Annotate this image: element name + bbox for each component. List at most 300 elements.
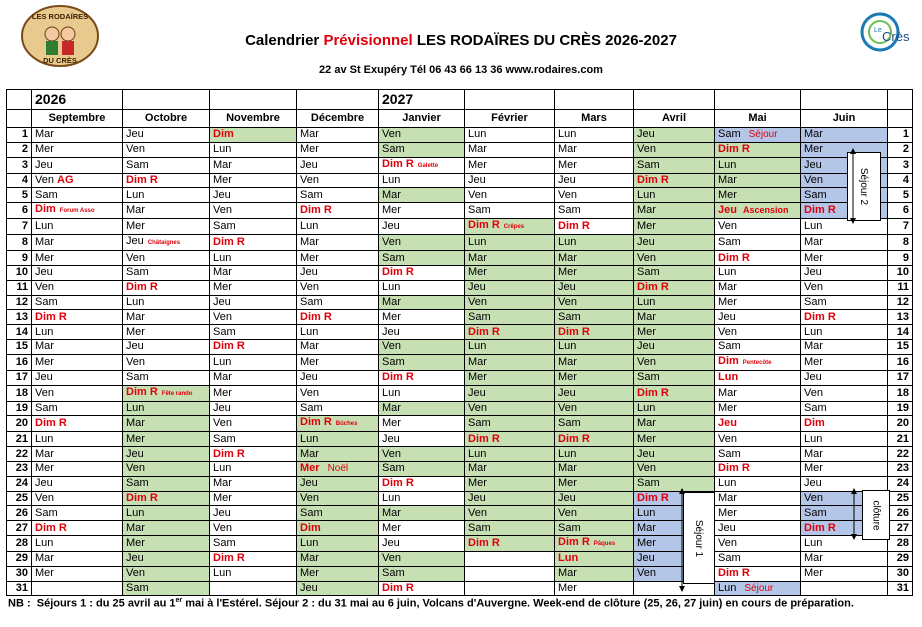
- calendar-row: [7, 447, 913, 462]
- day-number: 20: [888, 416, 913, 432]
- day-cell: Mer: [801, 251, 888, 266]
- day-cell: Jeu: [123, 447, 210, 462]
- day-number: 16: [7, 354, 32, 370]
- day-number: 19: [888, 401, 913, 416]
- day-number: 27: [888, 521, 913, 536]
- day-cell: Sam: [634, 370, 715, 385]
- day-cell: Mer: [465, 476, 555, 491]
- calendar-row: [7, 295, 913, 310]
- day-cell: Lun: [123, 188, 210, 203]
- day-cell: Dim R: [801, 521, 888, 536]
- day-cell: Ven: [715, 535, 801, 551]
- day-cell: Sam: [32, 506, 123, 521]
- day-cell: Jeu: [32, 370, 123, 385]
- day-cell: Dim R: [715, 251, 801, 266]
- day-cell: Ven: [801, 173, 888, 188]
- day-cell: Jeu: [379, 535, 465, 551]
- day-cell: Sam: [801, 506, 888, 521]
- day-cell: Dim R: [210, 551, 297, 566]
- logo-cres: Crès: [882, 29, 910, 44]
- month-header: Avril: [634, 110, 715, 128]
- day-cell: Sam: [801, 295, 888, 310]
- calendar-row: [7, 476, 913, 491]
- day-cell: Dim R: [379, 476, 465, 491]
- day-cell: Jeu: [801, 476, 888, 491]
- day-cell: Mar: [801, 339, 888, 354]
- day-cell: Mar: [123, 203, 210, 219]
- day-cell: Ven: [465, 188, 555, 203]
- day-cell: Lun: [715, 157, 801, 173]
- day-cell: Dim R: [634, 491, 715, 506]
- day-number: 11: [888, 280, 913, 295]
- day-cell: Sam: [379, 354, 465, 370]
- day-cell: Mar: [379, 401, 465, 416]
- day-number: 11: [7, 280, 32, 295]
- day-cell: Jeu: [210, 506, 297, 521]
- day-cell: Mar: [32, 235, 123, 251]
- day-cell: Mar: [555, 354, 634, 370]
- day-cell: Mer: [210, 491, 297, 506]
- day-cell: Mar: [32, 551, 123, 566]
- day-cell: Mer: [715, 401, 801, 416]
- day-cell: Mar: [123, 310, 210, 325]
- month-header: Février: [465, 110, 555, 128]
- day-cell: Ven: [801, 491, 888, 506]
- day-cell: Dim R: [715, 566, 801, 581]
- day-cell: Mer: [634, 535, 715, 551]
- day-cell: Sam: [297, 506, 379, 521]
- day-cell: Lun: [801, 432, 888, 447]
- day-cell: Sam: [715, 447, 801, 462]
- day-cell: Ven: [379, 235, 465, 251]
- day-cell: Ven: [123, 251, 210, 266]
- day-cell: Dim R: [379, 581, 465, 596]
- day-cell: Ven: [465, 401, 555, 416]
- logo-text-top: LES RODAÏRES: [31, 12, 89, 21]
- day-cell: Sam: [210, 432, 297, 447]
- day-cell: Ven: [465, 506, 555, 521]
- day-cell: Lun: [379, 385, 465, 401]
- day-cell: Mar: [465, 251, 555, 266]
- day-cell: Lun: [379, 491, 465, 506]
- calendar-row: [7, 280, 913, 295]
- day-cell: Dim R: [465, 432, 555, 447]
- day-cell: Lun: [801, 535, 888, 551]
- year-2026: 2026: [32, 90, 123, 110]
- day-cell: Mer: [123, 535, 210, 551]
- day-cell: Ven: [465, 295, 555, 310]
- day-cell: Mer: [379, 416, 465, 432]
- day-cell: Mar: [210, 157, 297, 173]
- day-number: 21: [888, 432, 913, 447]
- day-number: 15: [7, 339, 32, 354]
- day-cell: Lun: [210, 354, 297, 370]
- day-cell: Lun: [379, 173, 465, 188]
- calendar-row: [7, 235, 913, 251]
- day-cell: Jeu: [555, 385, 634, 401]
- day-cell: Dim R: [123, 173, 210, 188]
- day-cell: Mar: [32, 128, 123, 143]
- day-cell: Ven: [210, 203, 297, 219]
- cloture-arrow: [848, 488, 860, 540]
- day-cell: Ven: [634, 251, 715, 266]
- day-cell: Lun: [379, 280, 465, 295]
- calendar-row: [7, 325, 913, 340]
- day-number: 18: [7, 385, 32, 401]
- day-cell: Mar: [210, 265, 297, 280]
- day-cell: Ven: [555, 188, 634, 203]
- calendar-row: [7, 461, 913, 476]
- day-number: 8: [888, 235, 913, 251]
- day-cell: Mer: [297, 566, 379, 581]
- day-cell: Ven: [634, 142, 715, 157]
- day-cell: Sam: [379, 566, 465, 581]
- day-cell: Sam: [123, 157, 210, 173]
- day-cell: Mar: [715, 385, 801, 401]
- day-cell: Lun: [32, 432, 123, 447]
- day-cell: Mer: [801, 566, 888, 581]
- day-cell: Mar: [555, 251, 634, 266]
- day-cell: Mar: [715, 491, 801, 506]
- day-cell: Mer: [715, 506, 801, 521]
- day-number: 17: [888, 370, 913, 385]
- day-cell: Mer: [715, 295, 801, 310]
- day-number: 4: [7, 173, 32, 188]
- day-cell: Jeu: [555, 491, 634, 506]
- day-cell: Mer: [379, 521, 465, 536]
- day-cell: Dim: [210, 128, 297, 143]
- day-cell: Mar: [715, 280, 801, 295]
- day-cell: Dim Pentecôte: [715, 354, 801, 370]
- day-number: 29: [7, 551, 32, 566]
- day-cell: Lun Séjour: [715, 581, 801, 596]
- calendar-row: [7, 251, 913, 266]
- calendar-row: [7, 491, 913, 506]
- day-number: 31: [7, 581, 32, 596]
- day-cell: Mer: [555, 476, 634, 491]
- day-cell: Jeu: [210, 295, 297, 310]
- day-cell: Mer Noël: [297, 461, 379, 476]
- day-cell: Sam: [465, 521, 555, 536]
- day-number: 18: [888, 385, 913, 401]
- day-cell: Sam Séjour: [715, 128, 801, 143]
- day-cell: Mar: [465, 142, 555, 157]
- day-cell: Dim R: [210, 235, 297, 251]
- day-cell: Sam: [634, 157, 715, 173]
- day-number: 21: [7, 432, 32, 447]
- day-cell: Mar: [379, 188, 465, 203]
- day-cell: Ven: [801, 280, 888, 295]
- day-cell: Dim R: [32, 310, 123, 325]
- day-cell: Jeu: [297, 581, 379, 596]
- day-cell: Dim R: [555, 325, 634, 340]
- day-cell: Lun: [123, 506, 210, 521]
- day-number: 19: [7, 401, 32, 416]
- day-cell: Mer: [465, 370, 555, 385]
- day-cell: Lun: [634, 295, 715, 310]
- calendar-row: [7, 432, 913, 447]
- day-cell: Jeu Ascension: [715, 203, 801, 219]
- day-cell: Mer: [634, 325, 715, 340]
- day-cell: Lun: [555, 447, 634, 462]
- day-cell: Ven: [715, 219, 801, 235]
- day-cell: Jeu: [297, 157, 379, 173]
- day-cell: Mar: [801, 447, 888, 462]
- day-cell: Mer: [465, 265, 555, 280]
- day-cell: Ven: [32, 491, 123, 506]
- day-cell: Lun: [123, 401, 210, 416]
- day-cell: Mar: [210, 370, 297, 385]
- day-number: 20: [7, 416, 32, 432]
- day-cell: Ven: [32, 280, 123, 295]
- day-cell: Jeu: [634, 339, 715, 354]
- day-cell: Lun: [555, 551, 634, 566]
- day-number: 10: [888, 265, 913, 280]
- day-cell: Sam: [555, 416, 634, 432]
- month-header: Octobre: [123, 110, 210, 128]
- day-cell: Mar: [123, 416, 210, 432]
- day-cell: Mar: [297, 447, 379, 462]
- day-cell: Jeu: [465, 280, 555, 295]
- day-cell: Lun: [32, 325, 123, 340]
- day-cell: Jeu: [801, 157, 888, 173]
- day-cell: Jeu: [123, 551, 210, 566]
- day-cell: Sam: [555, 521, 634, 536]
- day-number: 14: [888, 325, 913, 340]
- day-cell: Dim R Pâques: [555, 535, 634, 551]
- day-cell: Jeu: [465, 385, 555, 401]
- day-cell: Dim: [801, 416, 888, 432]
- day-cell: Lun: [210, 251, 297, 266]
- logo-text-bottom: DU CRÈS: [43, 56, 77, 65]
- day-cell: Dim R: [801, 203, 888, 219]
- day-number: 6: [888, 203, 913, 219]
- day-cell: Lun: [210, 142, 297, 157]
- day-cell: Jeu: [123, 128, 210, 143]
- month-header: Mai: [715, 110, 801, 128]
- day-cell: Dim R: [555, 432, 634, 447]
- day-cell: Dim R: [801, 310, 888, 325]
- day-cell: Mar: [297, 551, 379, 566]
- calendar-row: [7, 265, 913, 280]
- day-cell: Mer: [555, 265, 634, 280]
- day-cell: Jeu: [32, 157, 123, 173]
- day-cell: Lun: [801, 219, 888, 235]
- day-number: 13: [888, 310, 913, 325]
- day-cell: Jeu: [634, 128, 715, 143]
- calendar-row: [7, 203, 913, 219]
- calendar-row: [7, 157, 913, 173]
- day-cell: Mar: [801, 551, 888, 566]
- day-number: 3: [7, 157, 32, 173]
- day-cell: Mer: [210, 385, 297, 401]
- calendar-row: [7, 551, 913, 566]
- day-number: 12: [7, 295, 32, 310]
- contact-line: 22 av St Exupéry Tél 06 43 66 13 36 www.rodaires.com: [319, 64, 603, 76]
- day-cell: Jeu: [555, 173, 634, 188]
- day-cell: Dim R: [715, 142, 801, 157]
- day-cell: Lun: [555, 235, 634, 251]
- day-cell: Lun: [555, 128, 634, 143]
- day-cell: Jeu: [555, 280, 634, 295]
- day-cell: Dim R: [379, 370, 465, 385]
- day-number: 27: [7, 521, 32, 536]
- day-cell: Mer: [634, 219, 715, 235]
- day-cell: Ven: [210, 521, 297, 536]
- day-cell: Mar: [32, 447, 123, 462]
- day-cell: Mer: [32, 251, 123, 266]
- day-cell: Lun: [297, 535, 379, 551]
- day-cell: Jeu: [801, 370, 888, 385]
- day-cell: Lun: [465, 339, 555, 354]
- day-cell: Mar: [379, 506, 465, 521]
- day-cell: Dim R: [210, 447, 297, 462]
- month-header: Septembre: [32, 110, 123, 128]
- day-cell: Jeu: [634, 551, 715, 566]
- day-cell: Mer: [379, 310, 465, 325]
- day-number: 23: [7, 461, 32, 476]
- day-cell: Sam: [555, 310, 634, 325]
- day-cell: Mar: [32, 339, 123, 354]
- day-cell: Mar: [555, 566, 634, 581]
- day-number: 2: [888, 142, 913, 157]
- day-number: 12: [888, 295, 913, 310]
- day-cell: Mar: [634, 521, 715, 536]
- day-cell: Mar: [634, 203, 715, 219]
- day-number: 9: [888, 251, 913, 266]
- day-number: 30: [888, 566, 913, 581]
- day-cell: Dim Forum Asso: [32, 203, 123, 219]
- day-cell: Jeu: [210, 188, 297, 203]
- sejour-2-arrow: [847, 148, 879, 224]
- day-number: 28: [888, 535, 913, 551]
- calendar-row: [7, 566, 913, 581]
- day-cell: Ven: [555, 401, 634, 416]
- day-cell: Dim R: [32, 521, 123, 536]
- day-cell: Sam: [123, 476, 210, 491]
- day-cell: Lun: [297, 219, 379, 235]
- day-number: 31: [888, 581, 913, 596]
- day-cell: Jeu: [379, 432, 465, 447]
- day-cell: [465, 551, 555, 566]
- day-cell: Ven: [297, 385, 379, 401]
- calendar-row: [7, 173, 913, 188]
- calendar-row: [7, 128, 913, 143]
- day-cell: Lun: [634, 401, 715, 416]
- day-cell: Mar: [555, 142, 634, 157]
- day-cell: Dim R: [32, 416, 123, 432]
- day-cell: Mer: [210, 173, 297, 188]
- day-cell: Sam: [555, 203, 634, 219]
- day-cell: Mar: [555, 461, 634, 476]
- day-cell: Lun: [32, 219, 123, 235]
- day-cell: Sam: [715, 551, 801, 566]
- day-cell: Sam: [715, 235, 801, 251]
- day-number: 24: [7, 476, 32, 491]
- day-cell: Dim R: [379, 265, 465, 280]
- day-number: 25: [7, 491, 32, 506]
- day-number: 10: [7, 265, 32, 280]
- day-cell: Mar: [801, 235, 888, 251]
- day-cell: Ven: [715, 325, 801, 340]
- day-cell: Ven: [379, 128, 465, 143]
- calendar-row: [7, 354, 913, 370]
- day-cell: Jeu Châtaignes: [123, 235, 210, 251]
- day-number: 25: [888, 491, 913, 506]
- day-cell: Sam: [297, 188, 379, 203]
- day-cell: Lun: [297, 432, 379, 447]
- day-cell: Sam: [465, 416, 555, 432]
- day-cell: Ven: [634, 354, 715, 370]
- day-number: 1: [7, 128, 32, 143]
- day-cell: Ven: [379, 339, 465, 354]
- day-number: 30: [7, 566, 32, 581]
- day-cell: Ven: [715, 432, 801, 447]
- day-cell: Lun: [634, 506, 715, 521]
- day-cell: Ven: [555, 506, 634, 521]
- day-cell: Jeu: [634, 447, 715, 462]
- day-number: 5: [888, 188, 913, 203]
- day-cell: Mer: [801, 142, 888, 157]
- day-cell: Sam: [123, 265, 210, 280]
- day-cell: Sam: [634, 265, 715, 280]
- day-cell: Dim R: [634, 385, 715, 401]
- day-cell: Dim R Galette: [379, 157, 465, 173]
- day-cell: Mer: [465, 157, 555, 173]
- calendar-table: [6, 89, 913, 596]
- day-cell: Jeu: [801, 265, 888, 280]
- day-cell: Sam: [465, 310, 555, 325]
- day-cell: Lun: [465, 447, 555, 462]
- sejour-2-label: Séjour 2: [847, 152, 881, 221]
- calendar-row: [7, 142, 913, 157]
- day-number: 5: [7, 188, 32, 203]
- day-cell: Sam: [465, 203, 555, 219]
- day-cell: Sam: [32, 188, 123, 203]
- day-cell: Dim R: [465, 535, 555, 551]
- calendar-row: [7, 401, 913, 416]
- day-cell: Mer: [801, 461, 888, 476]
- day-number: 2: [7, 142, 32, 157]
- day-cell: Mer: [210, 280, 297, 295]
- day-cell: Jeu: [715, 310, 801, 325]
- day-cell: Dim R: [123, 491, 210, 506]
- day-cell: Mar: [297, 235, 379, 251]
- day-cell: Lun: [465, 128, 555, 143]
- day-cell: Sam: [379, 142, 465, 157]
- day-number: 23: [888, 461, 913, 476]
- day-cell: Lun: [465, 235, 555, 251]
- day-number: 28: [7, 535, 32, 551]
- day-cell: Dim R: [555, 219, 634, 235]
- day-cell: Jeu: [715, 416, 801, 432]
- day-cell: Lun: [123, 295, 210, 310]
- day-cell: Ven: [123, 566, 210, 581]
- day-number: 26: [888, 506, 913, 521]
- year-2027: 2027: [379, 90, 465, 110]
- day-number: 14: [7, 325, 32, 340]
- day-number: 3: [888, 157, 913, 173]
- day-cell: Sam: [801, 401, 888, 416]
- day-number: 7: [888, 219, 913, 235]
- day-cell: Mar: [123, 521, 210, 536]
- day-cell: Mer: [123, 432, 210, 447]
- day-cell: Ven: [555, 295, 634, 310]
- day-cell: Lun: [715, 370, 801, 385]
- day-cell: Sam: [379, 251, 465, 266]
- day-number: 8: [7, 235, 32, 251]
- day-cell: Mar: [297, 339, 379, 354]
